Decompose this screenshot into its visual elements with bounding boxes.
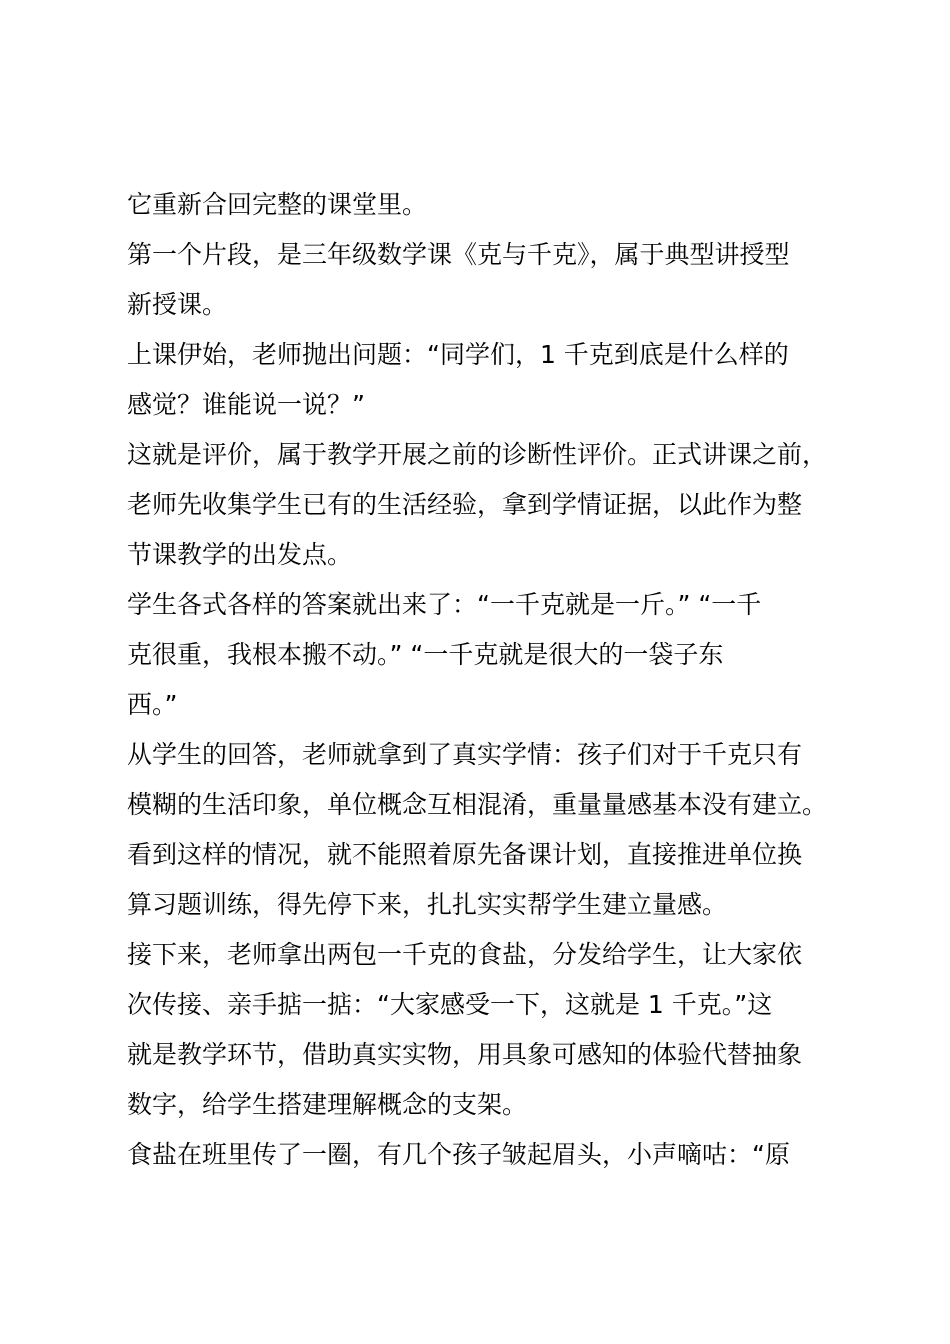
text-line: 看到这样的情况，就不能照着原先备课计划，直接推进单位换 bbox=[127, 840, 803, 869]
paragraph-8 bbox=[127, 1130, 857, 1180]
text-line: 数字，给学生搭建理解概念的支架。 bbox=[127, 1090, 528, 1119]
paragraph-6 bbox=[127, 730, 857, 930]
text-line: 模糊的生活印象，单位概念互相混淆，重量量感基本没有建立。 bbox=[127, 790, 828, 819]
text-line: 就是教学环节，借助真实实物，用具象可感知的体验代替抽象 bbox=[127, 1040, 803, 1069]
text-line: 算习题训练，得先停下来，扎扎实实帮学生建立量感。 bbox=[127, 890, 728, 919]
text-line: 接下来，老师拿出两包一千克的食盐，分发给学生，让大家依 bbox=[127, 940, 803, 969]
text-line: 次传接、亲手掂一掂：“大家感受一下，这就是 1 千克。”这 bbox=[127, 990, 773, 1019]
text-line: 西。” bbox=[127, 690, 178, 719]
paragraph-1 bbox=[127, 180, 857, 230]
text-line: 这就是评价，属于教学开展之前的诊断性评价。正式讲课之前， bbox=[127, 440, 828, 469]
text-line: 上课伊始，老师抛出问题：“同学们，1 千克到底是什么样的 bbox=[127, 340, 789, 369]
text-line: 节课教学的出发点。 bbox=[127, 540, 353, 569]
text-line: 克很重，我根本搬不动。” “一千克就是很大的一袋子东 bbox=[127, 640, 724, 669]
text-line: 老师先收集学生已有的生活经验，拿到学情证据，以此作为整 bbox=[127, 490, 803, 519]
text-line: 感觉？谁能说一说？” bbox=[127, 390, 365, 419]
text-line: 食盐在班里传了一圈，有几个孩子皱起眉头，小声嘀咕：“原 bbox=[127, 1140, 790, 1169]
text-line: 第一个片段，是三年级数学课《克与千克》，属于典型讲授型 bbox=[127, 240, 790, 269]
text-line: 从学生的回答，老师就拿到了真实学情：孩子们对于千克只有 bbox=[127, 740, 803, 769]
paragraph-4 bbox=[127, 430, 857, 580]
paragraph-2 bbox=[127, 230, 857, 330]
paragraph-3 bbox=[127, 330, 857, 430]
text-line: 新授课。 bbox=[127, 290, 228, 319]
document-body bbox=[127, 180, 857, 1180]
paragraph-5 bbox=[127, 580, 857, 730]
text-line: 学生各式各样的答案就出来了：“一千克就是一斤。” “一千 bbox=[127, 590, 762, 619]
paragraph-7 bbox=[127, 930, 857, 1130]
text-line: 它重新合回完整的课堂里。 bbox=[127, 190, 428, 219]
